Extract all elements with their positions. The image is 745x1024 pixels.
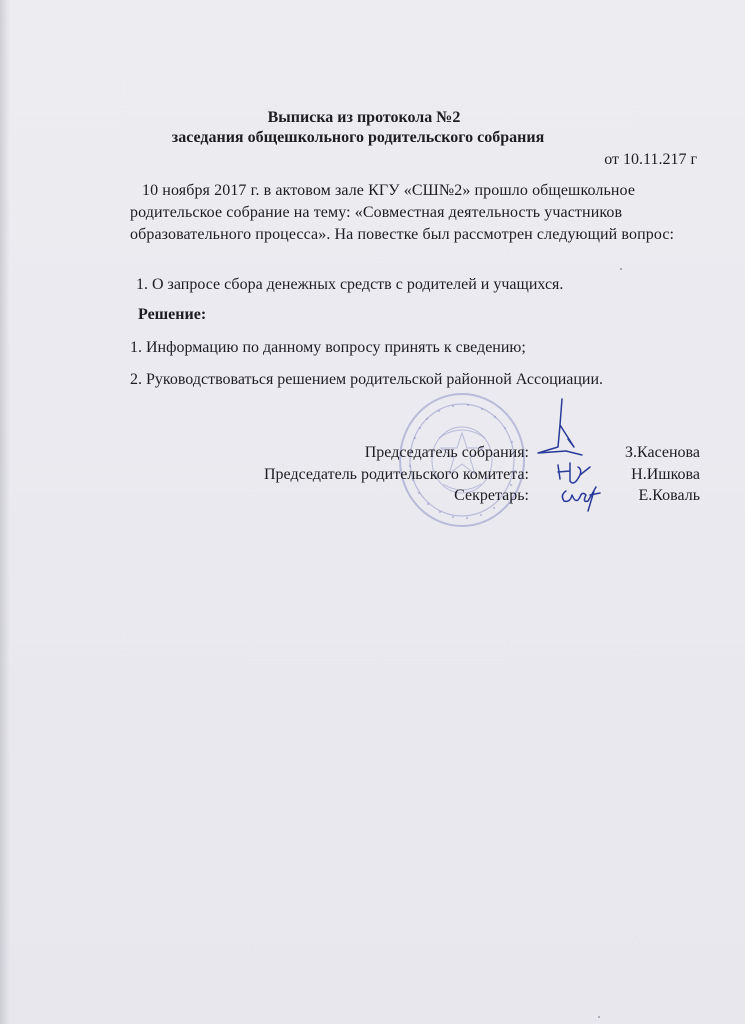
document-subtitle: заседания общешкольного родительского собрания [171,129,545,146]
document-title: Выписка из протокола №2 [267,109,461,126]
scan-edge-shadow [0,0,10,1024]
signatory-role-committee-chair: Председатель родительского комитета: [264,466,529,483]
document-date: от 10.11.217 г [604,151,697,168]
signatory-role-chair: Председатель собрания: [364,444,529,461]
signatory-name-committee-chair: Н.Ишкова [631,466,700,483]
intro-paragraph: 10 ноября 2017 г. в актовом зале КГУ «СШ№2» прошло общешкольное родительское собрание на тему: «Совместная деятельность участников образовательного процесса». На повестке был рассмотрен следующий вопрос: [130,182,675,243]
decision-item-2: 2. Руководствоваться решением родительской районной Ассоциации. [130,371,604,388]
scan-speck [620,268,622,270]
decision-item-1: 1. Информацию по данному вопросу принять к сведению; [130,339,526,356]
scan-speck [598,1016,600,1018]
signatory-name-secretary: Е.Коваль [638,487,700,504]
decision-heading: Решение: [138,306,207,323]
signatory-name-chair: З.Касенова [625,444,700,461]
agenda-item: 1. О запросе сбора денежных средств с родителей и учащихся. [136,276,564,293]
signatory-role-secretary: Секретарь: [454,487,529,504]
